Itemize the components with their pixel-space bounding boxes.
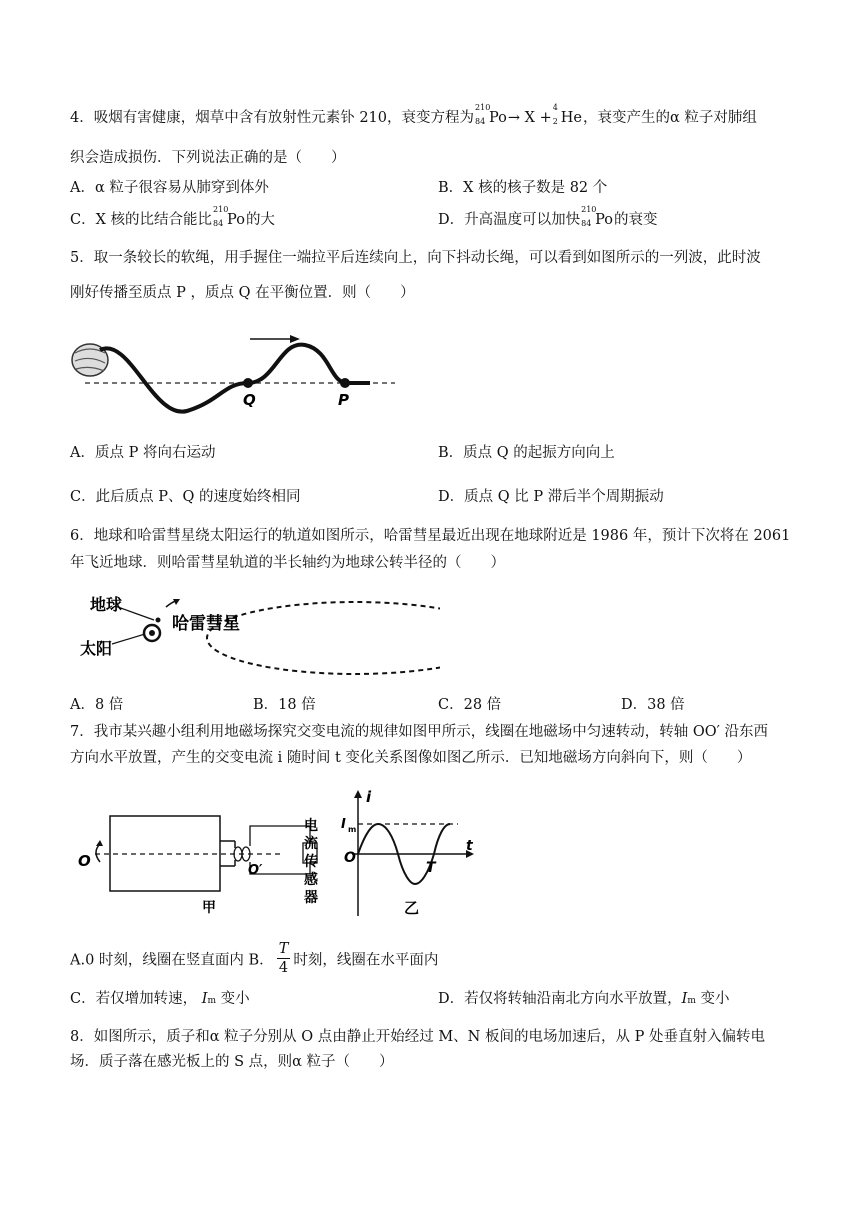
graph-im: I	[341, 817, 346, 832]
q4-option-c: C．X 核的比结合能比 210 84 Po的大	[70, 205, 275, 228]
generator-figure	[70, 786, 490, 926]
q7-stem-line1: 7．我市某兴趣小组利用地磁场探究交变电流的规律如图甲所示，线圈在地磁场中匀速转动，转轴 OO′ 沿东西	[70, 724, 769, 740]
q7-option-a-b: A.0 时刻，线圈在竖直面内 B． $\frac{T}{4}$ 时刻，线圈在水平面内	[70, 941, 439, 976]
rotation-icon	[96, 844, 100, 862]
svg-text:流: 流	[304, 836, 318, 852]
q5-option-b: B．质点 Q 的起振方向向上	[438, 445, 615, 461]
q7-option-d: D．若仅将转轴沿南北方向水平放置，Im 变小	[438, 991, 730, 1007]
earth	[156, 618, 161, 623]
wave-curve	[100, 345, 370, 412]
q7-stem-line2: 方向水平放置，产生的交变电流 i 随时间 t 变化关系图像如图乙所示．已知地磁场方向斜向下，则（ ）	[70, 750, 752, 766]
svg-text:m: m	[348, 825, 357, 834]
q6-option-c: C．28 倍	[438, 697, 502, 713]
graph-t: t	[466, 838, 473, 854]
wave-figure	[60, 325, 420, 415]
po-nuclide: 210 84 Po	[475, 103, 507, 126]
q8-stem-line2: 场．质子落在感光板上的 S 点，则α 粒子（ ）	[70, 1054, 394, 1070]
fraction-t-over-4: $\frac{T}{4}$	[278, 941, 289, 976]
q5-option-a: A．质点 P 将向右运动	[70, 445, 216, 461]
label-o: O	[78, 852, 91, 870]
q6-stem-line2: 年飞近地球．则哈雷彗星轨道的半长轴约为地球公转半径的（ ）	[70, 555, 505, 571]
label-earth: 地球	[90, 595, 123, 614]
svg-text:电: 电	[304, 818, 318, 834]
q8-stem-line1: 8．如图所示，质子和α 粒子分别从 O 点由静止开始经过 M、N 板间的电场加速后，从 P 处垂直射入偏转电	[70, 1029, 765, 1045]
label-sun: 太阳	[80, 639, 113, 658]
label-o-prime: O′	[248, 863, 263, 878]
sensor-label	[303, 817, 318, 906]
graph-o: O	[344, 850, 356, 866]
comet-orbit	[207, 602, 440, 674]
label-jia: 甲	[202, 900, 216, 916]
q6-option-a: A．8 倍	[70, 697, 124, 713]
q5-stem-line1: 5．取一条较长的软绳，用手握住一端拉平后连续向上，向下抖动长绳，可以看到如图所示的一列波，此时波	[70, 250, 761, 266]
q4-stem-line1: 4．吸烟有害健康，烟草中含有放射性元素钋 210，衰变方程为 210 84 Po→ X + 4 2 He，衰变产生的α 粒子对肺组	[70, 103, 757, 126]
graph-i: i	[366, 788, 372, 806]
q4-option-d: D．升高温度可以加快 210 84 Po的衰变	[438, 205, 658, 228]
svg-text:传: 传	[304, 854, 318, 870]
graph-T: T	[426, 860, 436, 876]
current-graph	[341, 788, 474, 917]
q4-stem-line2: 织会造成损伤．下列说法正确的是（ ）	[70, 150, 346, 166]
label-comet: 哈雷彗星	[172, 614, 240, 634]
svg-text:感: 感	[304, 872, 318, 888]
q5-option-c: C．此后质点 P、Q 的速度始终相同	[70, 489, 301, 505]
q5-stem-line2: 刚好传播至质点 P ，质点 Q 在平衡位置．则（ ）	[70, 285, 415, 301]
orbit-figure	[70, 586, 440, 681]
q5-option-d: D．质点 Q 比 P 滞后半个周期振动	[438, 489, 664, 505]
point-p	[340, 378, 350, 388]
q6-option-d: D．38 倍	[621, 697, 685, 713]
q4-option-b: B．X 核的核子数是 82 个	[438, 180, 608, 196]
label-q: Q	[243, 391, 256, 409]
svg-text:器: 器	[304, 890, 318, 906]
graph-yi: 乙	[404, 899, 420, 917]
he-nuclide: 4 2 He	[552, 103, 582, 126]
q6-stem-line1: 6．地球和哈雷彗星绕太阳运行的轨道如图所示，哈雷彗星最近出现在地球附近是 1986 年，预计下次将在 2061	[70, 528, 791, 544]
point-q	[243, 378, 253, 388]
sun	[149, 630, 155, 636]
q6-option-b: B．18 倍	[253, 697, 316, 713]
q7-option-c: C．若仅增加转速， Im 变小	[70, 991, 250, 1007]
q4-option-a: A．α 粒子很容易从肺穿到体外	[70, 180, 269, 196]
label-p: P	[338, 391, 349, 409]
